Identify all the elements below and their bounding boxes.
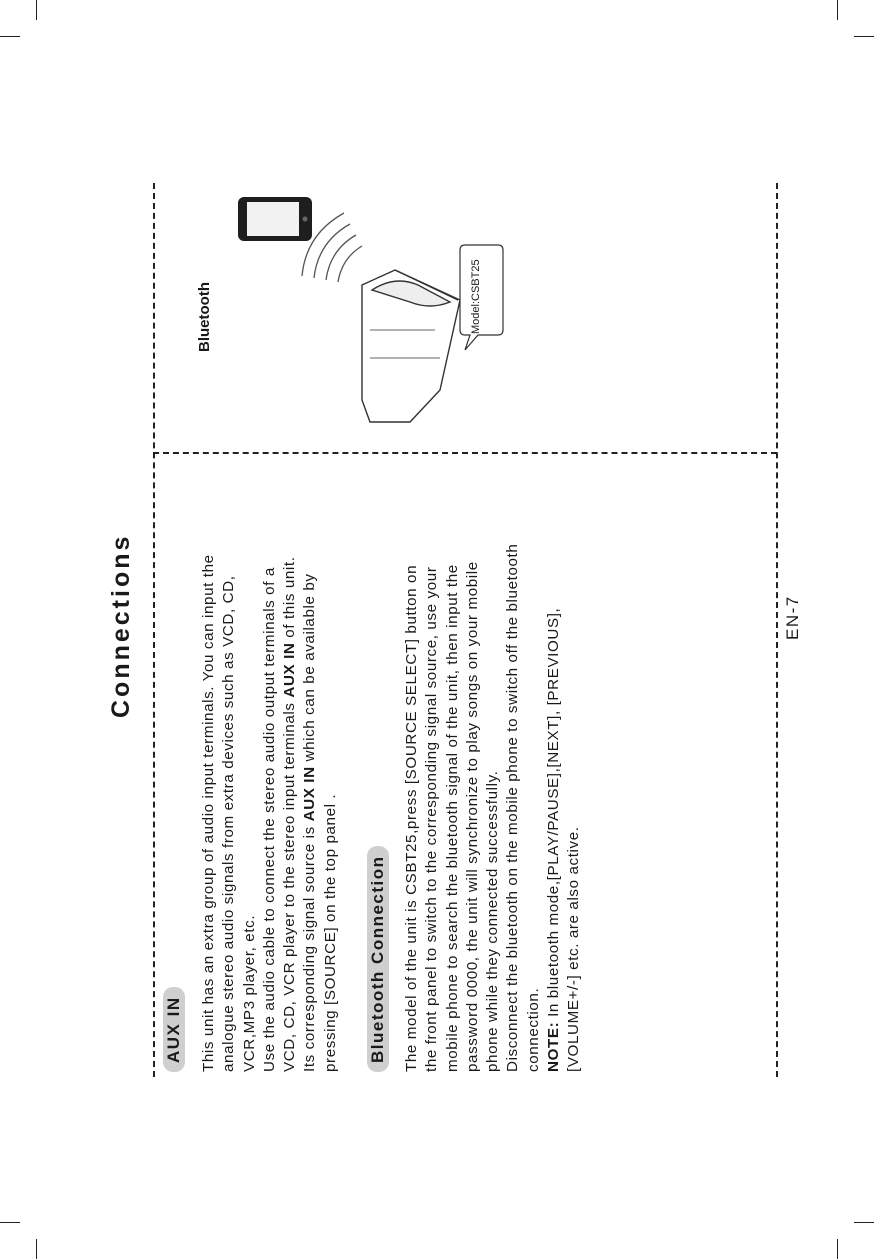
- bluetooth-label: Bluetooth: [196, 282, 213, 352]
- bluetooth-body: [402, 544, 585, 1072]
- bluetooth-heading-block: [367, 846, 389, 1072]
- page-title: Connections: [107, 533, 135, 718]
- dashed-border-right: [776, 183, 778, 1077]
- aux-in-heading-block: [163, 987, 185, 1072]
- bluetooth-line: phone while they connected successfully.: [484, 770, 502, 1072]
- speaker-illustration: [300, 190, 520, 440]
- aux-in-line: pressing [SOURCE] on the top panel .: [321, 793, 339, 1072]
- mobile-phone-icon: [237, 196, 313, 242]
- crop-mark: [854, 1222, 874, 1223]
- bold-term: AUX IN: [301, 766, 319, 822]
- aux-in-heading: AUX IN: [163, 987, 185, 1072]
- bluetooth-line: Disconnect the bluetooth on the mobile phone to switch off the bluetooth: [504, 543, 522, 1072]
- aux-in-line: Its corresponding signal source is AUX IN which can be available by: [301, 573, 319, 1072]
- crop-mark: [854, 36, 874, 37]
- bluetooth-line: The model of the unit is CSBT25,press [SOURCE SELECT] button on: [403, 564, 420, 1072]
- bluetooth-line: mobile phone to search the bluetooth signal of the unit, then input the: [443, 564, 461, 1072]
- bluetooth-line: the front panel to switch to the corresponding signal source, use your: [423, 566, 441, 1072]
- model-callout-text: Model:CSBT25: [470, 259, 482, 334]
- crop-mark: [36, 1239, 37, 1259]
- aux-in-line: Use the audio cable to connect the stereo audio output terminals of a: [260, 567, 278, 1072]
- crop-mark: [0, 1222, 20, 1223]
- bluetooth-line: password 0000, the unit will synchronize to play songs on your mobile: [463, 561, 481, 1072]
- bold-term: AUX IN: [281, 642, 299, 698]
- aux-in-line: This unit has an extra group of audio input terminals. You can input the: [200, 554, 217, 1072]
- speaker-body: [362, 270, 460, 422]
- page-number: EN-7: [783, 595, 802, 640]
- bluetooth-heading: Bluetooth Connection: [367, 846, 389, 1072]
- crop-mark: [0, 36, 20, 37]
- bold-term: NOTE:: [545, 1021, 563, 1072]
- aux-in-body: [199, 554, 341, 1072]
- dashed-border-left: [153, 183, 155, 1077]
- bluetooth-line: NOTE: In bluetooth mode,[PLAY/PAUSE],[NEXT], [PREVIOUS],: [545, 607, 563, 1072]
- crop-mark: [837, 0, 838, 20]
- crop-mark: [36, 0, 37, 20]
- dashed-divider: [153, 452, 777, 454]
- bluetooth-line: [VOLUME+/-] etc. are also active.: [565, 826, 583, 1072]
- aux-in-line: analogue stereo audio signals from extra devices such as VCD, CD,: [220, 575, 238, 1072]
- crop-mark: [837, 1239, 838, 1259]
- aux-in-line: VCD, CD, VCR player to the stereo input terminals AUX IN of this unit.: [281, 556, 299, 1072]
- aux-in-line: VCR,MP3 player, etc.: [240, 914, 258, 1072]
- bluetooth-line: connection.: [524, 987, 542, 1072]
